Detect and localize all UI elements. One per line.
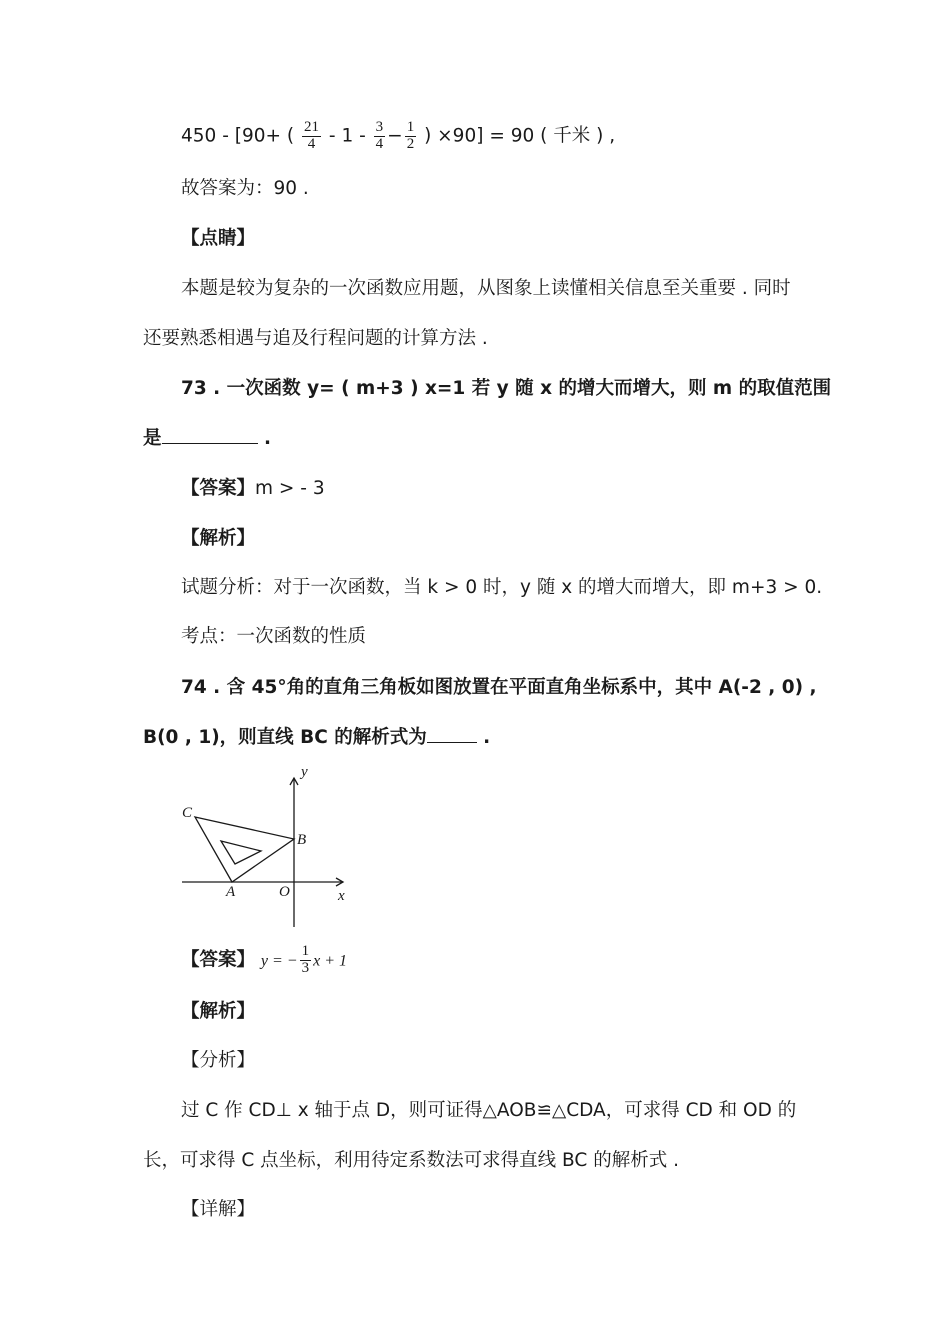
triangle-inner: [221, 841, 261, 864]
q74-line-2: B(0 , 1)，则直线 BC 的解析式为 .: [143, 727, 491, 748]
label-C: C: [182, 805, 193, 821]
fraction-21-4: $\frac{21}{4}$: [304, 119, 319, 152]
fraction-1-2: $\frac{1}{2}$: [406, 119, 415, 152]
calc-suffix: ) ×90] = 90 ( 千米 ) ,: [424, 125, 616, 147]
q73-answer-label: 【答案】: [181, 478, 256, 499]
q73-answer-line: [181, 478, 325, 500]
q74-fenxi-label: 【分析】: [181, 1050, 256, 1071]
answer-fraction: $\frac{1}{3}$: [301, 943, 310, 976]
q73-analysis: 试题分析：对于一次函数，当 k > 0 时，y 随 x 的增大而增大，即 m+3 > 0.: [181, 577, 823, 598]
answer-formula-rhs: x + 1: [313, 952, 348, 970]
q73-kaodian: 考点：一次函数的性质: [181, 626, 367, 647]
fraction-3-4: $\frac{3}{4}$: [375, 119, 384, 152]
q74-answer-blank: [427, 741, 477, 743]
q74-answer-line: [181, 944, 347, 977]
q74-fenxi-line-2: 长，可求得 C 点坐标，利用待定系数法可求得直线 BC 的解析式 .: [143, 1150, 679, 1171]
q73-answer: m > - 3: [255, 478, 325, 499]
q74-jiexi-label: 【解析】: [181, 1001, 256, 1022]
label-O: O: [279, 884, 290, 900]
q73-line-2: 是 .: [143, 428, 271, 449]
q74-answer-label: 【答案】: [181, 949, 256, 971]
label-x: x: [338, 888, 345, 904]
answer-line: 故答案为：90 .: [181, 178, 309, 199]
label-y: y: [301, 764, 308, 780]
triangle-outer: [195, 817, 294, 882]
q73-line-1: 73 . 一次函数 y= ( m+3 ) x=1 若 y 随 x 的增大而增大，则 m 的取值范围: [181, 378, 832, 399]
calc-prefix: 450 - [90+ (: [181, 125, 295, 147]
calc-minus: −: [387, 125, 403, 147]
dianjing-text-1: 本题是较为复杂的一次函数应用题，从图象上读懂相关信息至关重要 . 同时: [181, 278, 791, 299]
q74-line-1: 74 . 含 45°角的直角三角板如图放置在平面直角坐标系中，其中 A(-2 , 0) ,: [181, 677, 817, 698]
calc-mid: - 1 -: [328, 125, 366, 147]
calculation-line: [181, 120, 615, 153]
answer-formula-lhs: y = −: [260, 952, 298, 970]
dianjing-text-2: 还要熟悉相遇与追及行程问题的计算方法 .: [143, 328, 488, 349]
coordinate-figure: [175, 760, 355, 930]
q74-fenxi-line-1: 过 C 作 CD⊥ x 轴于点 D，则可证得△AOB≌△CDA，可求得 CD 和 OD 的: [181, 1100, 797, 1121]
q74-xiangjie-label: 【详解】: [181, 1199, 256, 1220]
label-B: B: [297, 832, 307, 848]
dianjing-label: 【点睛】: [181, 228, 256, 249]
q73-answer-blank: [162, 442, 258, 444]
label-A: A: [226, 884, 236, 900]
q73-jiexi-label: 【解析】: [181, 528, 256, 549]
